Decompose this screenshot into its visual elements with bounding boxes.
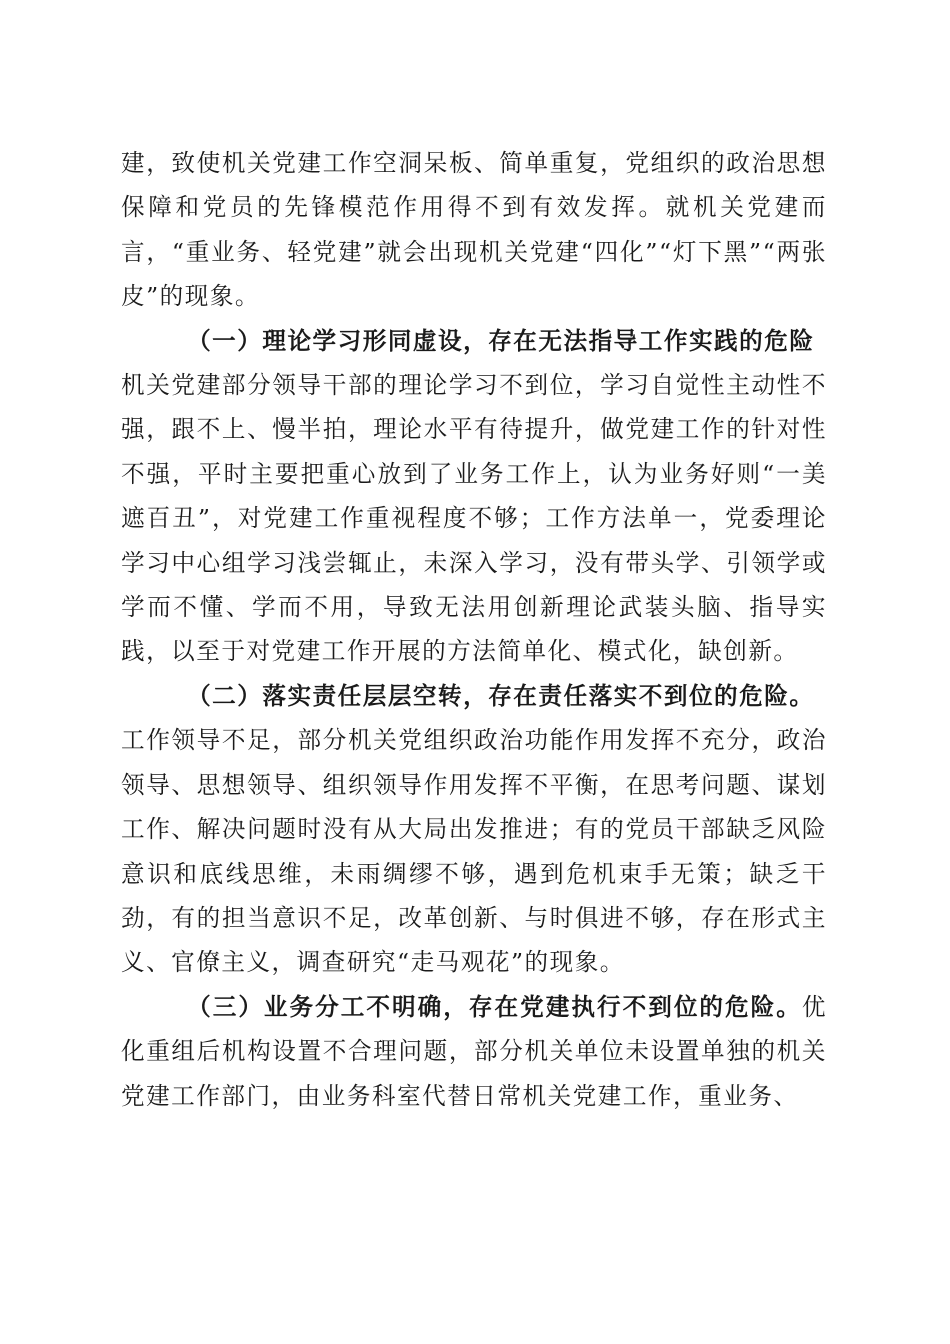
paragraph-intro	[121, 141, 827, 319]
paragraph-text: 建，致使机关党建工作空洞呆板、简单重复，党组织的政治思想保障和党员的先锋模范作用得不到有效发挥。就机关党建而言，“重业务、轻党建”就会出现机关党建“四化”“灯下黑”“两张皮”的现象。	[121, 149, 827, 311]
paragraph-section-2	[121, 674, 827, 985]
document-body	[121, 141, 827, 1118]
paragraph-section-3	[121, 985, 827, 1118]
section-heading-3: （三）业务分工不明确，存在党建执行不到位的危险。	[187, 992, 802, 1021]
paragraph-text: 优化重组后机构设置不合理问题，部分机关单位未设置单独的机关党建工作部门，由业务科室代替日常机关党建工作，重业务、	[121, 992, 827, 1110]
section-heading-2: （二）落实责任层层空转，存在责任落实不到位的危险。	[187, 681, 815, 710]
section-heading-1: （一）理论学习形同虚设，存在无法指导工作实践的危险	[187, 326, 815, 355]
paragraph-section-1	[121, 319, 827, 674]
paragraph-text: 机关党建部分领导干部的理论学习不到位，学习自觉性主动性不强，跟不上、慢半拍，理论水平有待提升，做党建工作的针对性不强，平时主要把重心放到了业务工作上，认为业务好则“一美遮百丑”，对党建工作重视程度不够；工作方法单一，党委理论学习中心组学习浅尝辄止，未深入学习，没有带头学、引领学或学而不懂、学而不用，导致无法用创新理论武装头脑、指导实践，以至于对党建工作开展的方法简单化、模式化，缺创新。	[121, 371, 827, 666]
paragraph-text: 工作领导不足，部分机关党组织政治功能作用发挥不充分，政治领导、思想领导、组织领导作用发挥不平衡，在思考问题、谋划工作、解决问题时没有从大局出发推进；有的党员干部缺乏风险意识和底线思维，未雨绸缪不够，遇到危机束手无策；缺乏干劲，有的担当意识不足，改革创新、与时俱进不够，存在形式主义、官僚主义，调查研究“走马观花”的现象。	[121, 726, 827, 977]
